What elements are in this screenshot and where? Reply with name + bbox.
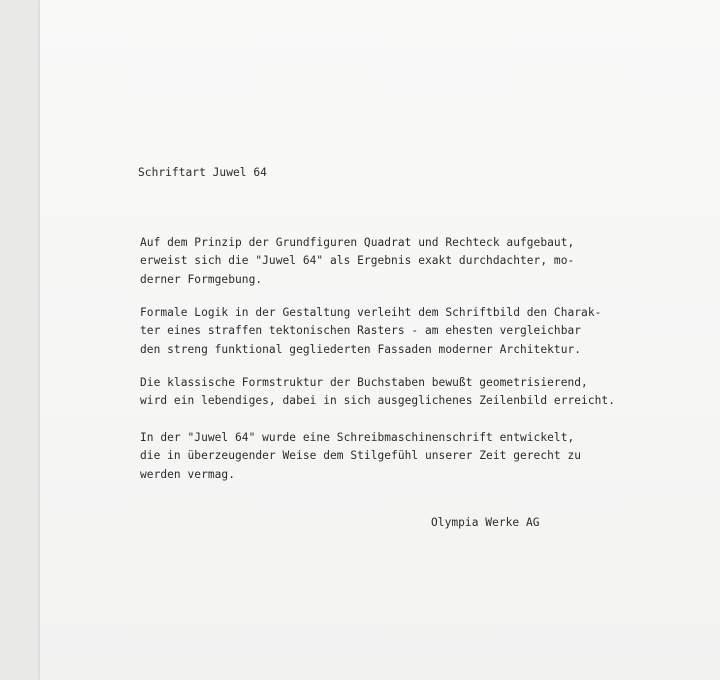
paragraph-2 — [140, 304, 601, 359]
paragraph-1 — [140, 234, 574, 289]
paragraph-line: In der "Juwel 64" wurde eine Schreibmaschinenschrift entwickelt, — [140, 431, 575, 444]
signature: Olympia Werke AG — [431, 516, 540, 529]
paragraph-line: ter eines straffen tektonischen Rasters - am ehesten vergleichbar — [140, 324, 582, 338]
paragraph-line: die in überzeugender Weise dem Stilgefühl unserer Zeit gerecht zu — [140, 449, 582, 463]
paragraph-line: Die klassische Formstruktur der Buchstaben bewußt geometrisierend, — [140, 376, 588, 389]
paragraph-line: werden vermag. — [140, 467, 235, 481]
paragraph-line: erweist sich die "Juwel 64" als Ergebnis exakt durchdachter, mo- — [140, 254, 575, 268]
document-title: Schriftart Juwel 64 — [138, 166, 267, 179]
paragraph-line: wird ein lebendiges, dabei in sich ausgeglichenes Zeilenbild erreicht. — [140, 394, 615, 408]
document-page — [40, 0, 720, 680]
paragraph-3 — [140, 374, 615, 411]
paragraph-line: Auf dem Prinzip der Grundfiguren Quadrat und Rechteck aufgebaut, — [140, 236, 575, 249]
paragraph-line: derner Formgebung. — [140, 272, 263, 286]
paragraph-4 — [140, 429, 581, 484]
paragraph-line: den streng funktional gegliederten Fassaden moderner Architektur. — [140, 342, 582, 356]
paragraph-line: Formale Logik in der Gestaltung verleiht dem Schriftbild den Charak- — [140, 306, 602, 319]
